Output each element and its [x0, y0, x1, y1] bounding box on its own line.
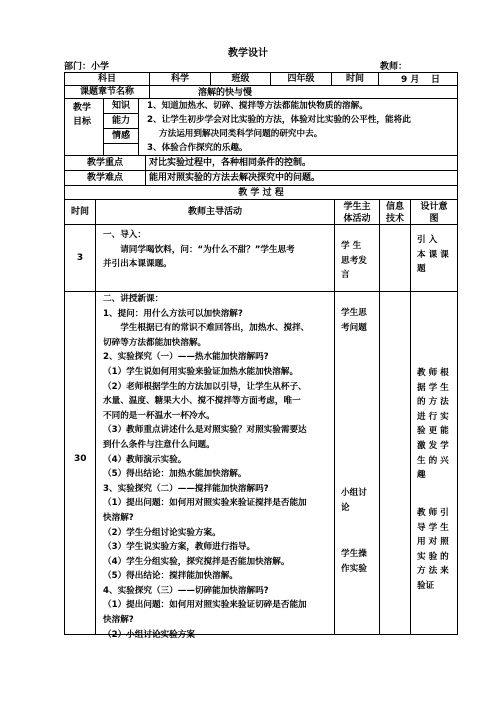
student-line: 小组讨	[341, 488, 367, 498]
activity-line: 不同的是一杯温水一杯冷水。	[103, 410, 215, 421]
time-value	[378, 72, 458, 86]
row-b-time-value: 30	[74, 454, 87, 464]
design-line: 趣	[417, 470, 426, 481]
student-line: 作实验	[341, 564, 367, 574]
activity-line: （5）得出结论：加热水能加快溶解。	[103, 469, 247, 480]
activity-line: 3、实验探究（二）——搅拌能加快溶解吗?	[103, 483, 269, 494]
activity-line: 2、实验探究（一）——热水能加快溶解吗?	[103, 352, 269, 363]
design-line: 验证	[417, 580, 435, 591]
goal-type-emotion: 情感	[103, 128, 139, 144]
row-a-time: 3	[64, 224, 96, 292]
activity-line: 快溶解?	[103, 512, 134, 523]
process-title: 教 学 过 程	[64, 185, 458, 200]
department-label: 部门：小学	[64, 62, 110, 72]
design-line: 验 更 能	[417, 426, 449, 437]
activity-line: 到什么条件与注意什么问题。	[103, 439, 215, 450]
design-line: 引 入	[417, 235, 438, 245]
page-title: 教学设计	[228, 47, 268, 59]
key-point-value: 对比实验过程中，各种相同条件的控制。	[145, 155, 458, 171]
activity-line: 一、导入：	[103, 230, 146, 240]
header-line: 设计意	[420, 202, 448, 212]
activity-line: （1）提出问题：如何用对照实验来验证切碎是否能加	[103, 600, 307, 611]
design-line: 据 学 生	[417, 382, 449, 393]
day-text: 日	[431, 75, 441, 85]
row-b-student-activity	[334, 291, 380, 635]
row-b-time	[64, 291, 96, 635]
class-value: 四年级	[270, 72, 332, 86]
student-line: 思考发	[341, 255, 367, 266]
row-b-teacher-activity	[95, 291, 335, 640]
row-a-teacher-activity	[95, 224, 335, 292]
goal-type-knowledge: 知识	[103, 98, 139, 114]
design-line: 实 验 的	[417, 551, 449, 562]
goals-content	[138, 98, 458, 156]
activity-line: 快溶解?	[103, 615, 134, 626]
month-text: 9 月	[401, 75, 420, 85]
activity-line: （5）得出结论：搅拌能加快溶解。	[103, 571, 238, 582]
goal-line: 3、体验合作探究的乐趣。	[147, 143, 248, 153]
activity-line: （3）教师重点讲述什么是对照实验？对照实验需要达	[103, 425, 307, 436]
goal-line: 方法运用到解决同类科学问题的研究中去。	[159, 129, 323, 139]
activity-line: 并引出本课课题。	[103, 259, 172, 270]
activity-line: （4）学生分组实验，探究搅拌是否能加快溶解。	[103, 556, 290, 567]
header-info-tech	[379, 199, 411, 225]
class-header: 班级	[210, 72, 271, 86]
design-line: 方 法 来	[417, 566, 449, 577]
activity-line: 请同学喝饮料，问：“为什么不甜？”学生思考	[103, 244, 295, 255]
student-line: 学 生	[341, 241, 362, 251]
header-time: 时间	[64, 199, 96, 225]
activity-line: 切碎等方法都能加快溶解。	[103, 337, 207, 348]
goals-label	[64, 98, 104, 156]
student-line: 学生思	[341, 308, 367, 318]
key-point-label: 教学重点	[64, 155, 146, 171]
chapter-value: 溶解的快与慢	[149, 85, 458, 99]
header-teacher-activity: 教师主导活动	[95, 199, 335, 225]
goals-label-line: 教学	[73, 103, 92, 113]
header-student-activity	[334, 199, 380, 225]
difficulty-label: 教学难点	[64, 170, 146, 186]
subject-header: 科目	[64, 72, 150, 86]
activity-line: （1）学生说如何用实验来验证加热水能加快溶解。	[103, 366, 299, 377]
design-line: 进 行 实	[417, 411, 449, 422]
row-b-info-tech	[379, 291, 411, 635]
activity-line: （2）小组讨论实验方案	[103, 629, 195, 640]
student-line: 学生操	[341, 549, 367, 559]
row-a-student-activity	[334, 224, 380, 292]
activity-line: 4、实验探究（三）——切碎能加快溶解吗?	[103, 585, 269, 596]
activity-line: （3）学生说实验方案，教师进行指导。	[103, 542, 256, 553]
design-line: 教 师 引	[417, 508, 449, 518]
goals-label-line: 目标	[73, 117, 92, 127]
activity-line: 1、提问：用什么方法可以加快溶解?	[103, 308, 243, 319]
design-line: 本 课 课	[417, 249, 449, 260]
subject-value: 科学	[149, 72, 211, 86]
design-line: 激 发 学	[417, 440, 449, 451]
teacher-label: 教师：	[380, 62, 408, 72]
header-line: 技术	[385, 214, 404, 224]
design-line: 题	[417, 264, 426, 275]
activity-line: 二、讲授新课：	[103, 294, 164, 304]
header-line: 体活动	[343, 214, 371, 224]
activity-line: （2）学生分组讨论实验方案。	[103, 527, 221, 538]
header-line: 学生主	[343, 202, 371, 212]
activity-line: （4）教师演示实验。	[103, 454, 187, 465]
design-line: 的 方 法	[417, 397, 449, 408]
design-line: 用 对 照	[417, 537, 449, 548]
student-line: 言	[341, 270, 350, 281]
header-line: 图	[429, 214, 439, 224]
row-a-info-tech	[379, 224, 411, 292]
activity-line: 学生根据已有的常识不难回答出，加热水、搅拌、	[103, 323, 310, 334]
header-design-intent	[410, 199, 458, 225]
goal-type-ability: 能力	[103, 113, 139, 129]
student-line: 论	[341, 503, 350, 513]
chapter-label: 课题章节名称	[64, 85, 150, 99]
difficulty-value: 能用对照实验的方法去解决探究中的问题。	[145, 170, 458, 186]
activity-line: （1）提出问题：如何用对照实验来验证搅拌是否能加	[103, 498, 307, 509]
activity-line: 水量、温度、糖果大小、搅不搅拌等方面考虑，唯一	[103, 396, 301, 407]
activity-line: （2）老师根据学生的方法加以引导，让学生从杯子、	[103, 381, 307, 392]
row-b-design-intent	[410, 291, 458, 635]
goal-line: 1、知道加热水、切碎、搅拌等方法都能加快物质的溶解。	[147, 101, 368, 111]
header-line: 信息	[385, 202, 404, 212]
design-line: 生 的 兴	[417, 455, 449, 466]
goal-line: 2、让学生初步学会对比实验的方法，体验对比实验的公平性，能将此	[147, 115, 411, 125]
row-a-design-intent	[410, 224, 458, 292]
design-line: 导 学 生	[417, 522, 449, 533]
student-line: 考问题	[341, 323, 367, 333]
time-header: 时间	[331, 72, 379, 86]
design-line: 教 师 根	[417, 368, 449, 378]
